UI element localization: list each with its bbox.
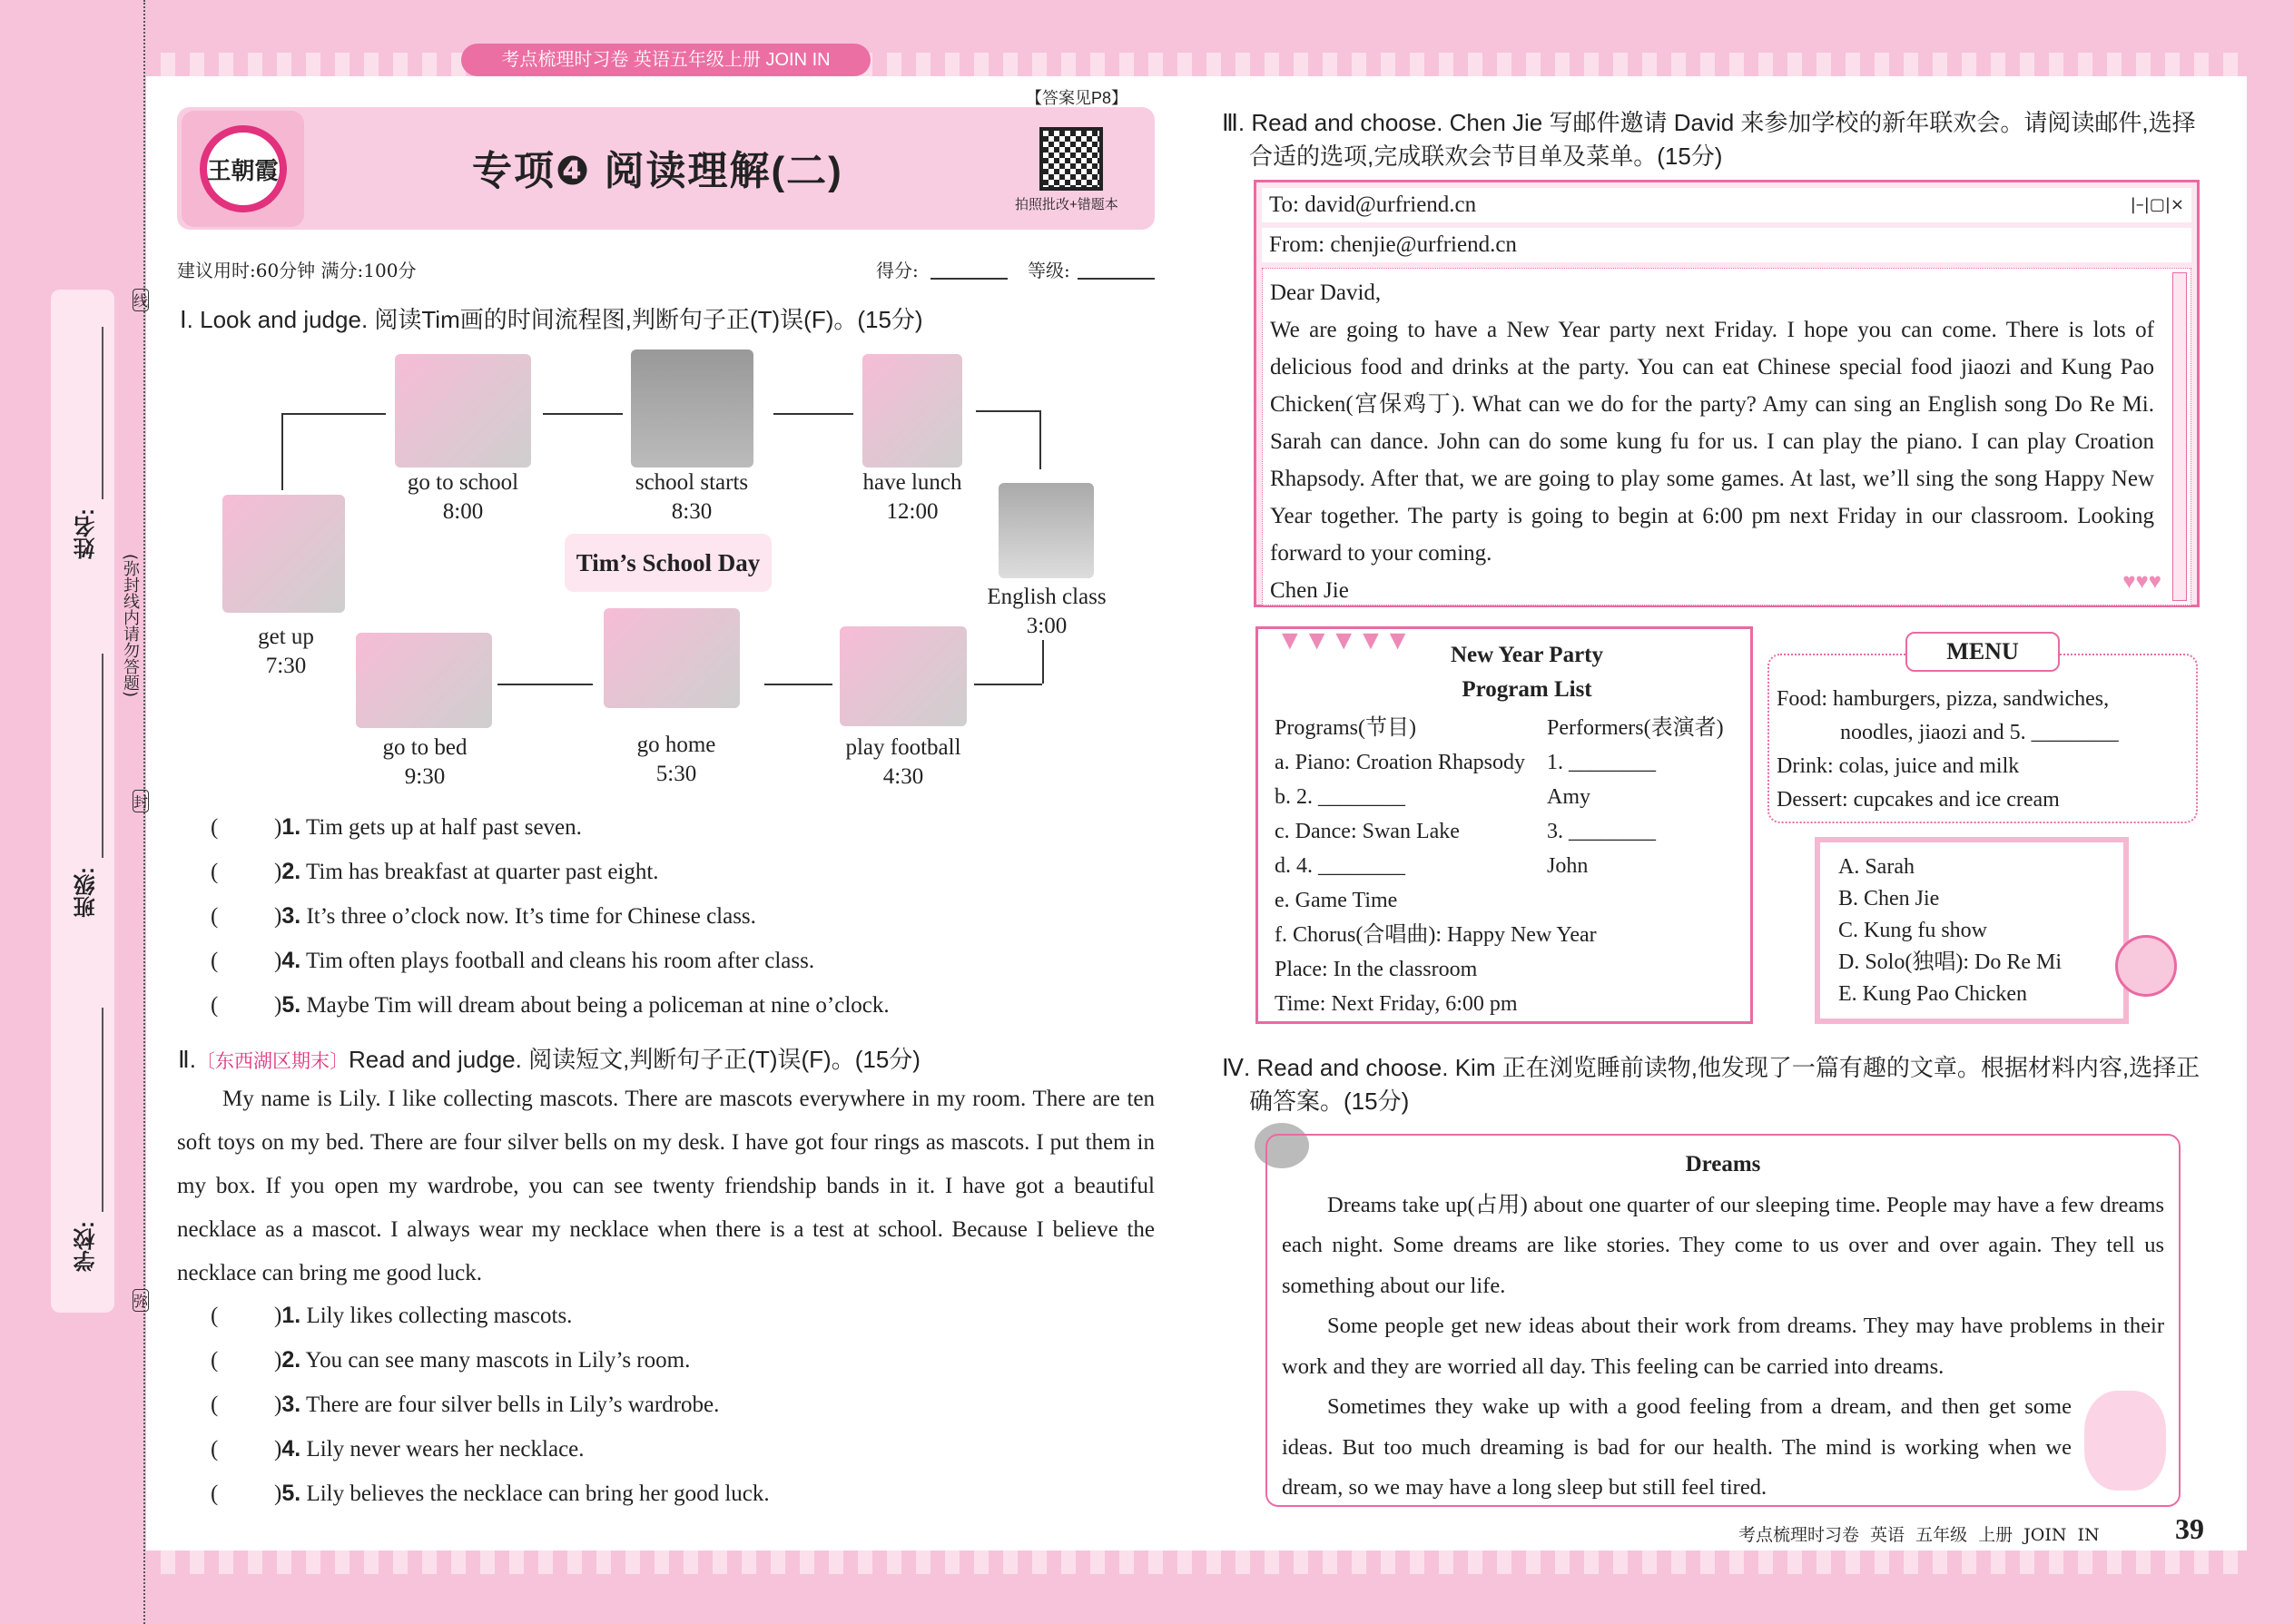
options-board xyxy=(1815,837,2129,1024)
option-c: C. Kung fu show xyxy=(1838,919,1988,942)
illustration-go-home xyxy=(604,608,740,708)
email-from-field: From: chenjie@urfriend.cn xyxy=(1262,228,2191,262)
class-label: 班级: xyxy=(74,867,99,918)
question-item[interactable]: ( )5. Lily believes the necklace can bring her good luck. xyxy=(211,1481,770,1506)
program-row: d. 4. ________ John xyxy=(1275,854,1589,878)
email-body: Dear David, We are going to have a New Year party next Friday. I hope you can come. There is lots of delicious food and drinks at the party. You can eat Chinese special food jiaozi and Kung Pao Chicken(宫保鸡丁). What can we do for the party? Amy can sing an English song Do Re Mi. Sarah can dance. John can do some kung fu for us. I can play the piano. I can play Croation Rhapsody. After that, we are going to play some games. At last, we’ll sing the song Happy New Year together. The party is going to begin at 6:00 pm next Friday in our classroom. Looking forward to your coming. Chen Jie ♥♥♥ xyxy=(1262,268,2191,605)
flow-line xyxy=(281,413,283,490)
student-info-panel xyxy=(51,290,114,1313)
seal-mark-middle: 封 xyxy=(133,790,149,812)
footer-text: 考点梳理时习卷 英语 五年级 上册 JOIN IN xyxy=(1738,1525,2100,1545)
option-b: B. Chen Jie xyxy=(1838,887,1940,910)
illustration-get-up xyxy=(222,495,345,613)
question-item[interactable]: ( )4. Lily never wears her necklace. xyxy=(211,1436,585,1462)
program-row: b. 2. ________ Amy xyxy=(1275,785,1590,809)
qr-code[interactable] xyxy=(1039,127,1103,191)
class-field[interactable] xyxy=(102,654,103,858)
step-label-go-to-school: go to school 8:00 xyxy=(407,470,519,524)
step-label-go-to-bed: go to bed 9:30 xyxy=(382,735,468,789)
illustration-school-starts xyxy=(631,349,753,468)
lily-passage: My name is Lily. I like collecting mascots. There are mascots everywhere in my room. There are ten soft toys on my bed. There are four silver bells on my desk. I have got four rings as mascots. I put them in my box. If you open my wardrobe, you can see twenty friendship bands in it. I have got a beautiful necklace as a mascot. I always wear my necklace when there is a test at school. Because I believe the necklace can bring me good luck. xyxy=(177,1087,1155,1285)
name-label: 姓名: xyxy=(74,508,99,559)
question-item[interactable]: ( )3. There are four silver bells in Lily’s wardrobe. xyxy=(211,1392,720,1417)
question-item[interactable]: ( )3. It’s three o’clock now. It’s time for Chinese class. xyxy=(211,903,756,929)
score-field[interactable] xyxy=(930,278,1008,280)
hearts-icon: ♥♥♥ xyxy=(2122,570,2161,594)
bottom-wave-border xyxy=(146,1550,2247,1574)
program-row: a. Piano: Croation Rhapsody 1. ________ xyxy=(1275,751,1656,774)
flow-arrow xyxy=(281,413,386,415)
illustration-have-lunch xyxy=(862,354,962,468)
section-2-questions xyxy=(211,1294,1164,1516)
program-time: Time: Next Friday, 6:00 pm xyxy=(1275,992,1518,1016)
grade-label: 等级: xyxy=(1028,260,1070,281)
sleeping-cat-icon xyxy=(2084,1391,2166,1491)
illustration-go-to-bed xyxy=(356,633,492,728)
flow-line xyxy=(1039,410,1041,469)
step-label-english-class: English class 3:00 xyxy=(987,585,1107,638)
step-label-play-football: play football 4:30 xyxy=(845,735,961,789)
email-to-field: To: david@urfriend.cn |–|▢|× xyxy=(1262,188,2191,222)
flow-arrow xyxy=(974,684,1042,685)
page-number: 39 xyxy=(2175,1512,2204,1545)
bunting-icon: ▼▼▼▼▼ xyxy=(1276,625,1412,655)
answer-reference: 【答案见P8】 xyxy=(1026,89,1128,107)
step-label-go-home: go home 5:30 xyxy=(636,733,716,786)
step-label-have-lunch: have lunch 12:00 xyxy=(862,470,962,524)
flow-arrow xyxy=(764,684,832,685)
name-field[interactable] xyxy=(102,327,103,499)
flow-line xyxy=(1042,640,1044,684)
qr-caption: 拍照批改+错题本 xyxy=(1015,197,1118,212)
time-score-info: 建议用时:60分钟 满分:100分 xyxy=(177,260,417,281)
email-window xyxy=(1254,180,2200,607)
series-pill: 考点梳理时习卷 英语五年级上册 JOIN IN xyxy=(461,44,871,76)
flow-arrow xyxy=(976,410,1039,412)
illustration-play-football xyxy=(840,626,967,726)
article-title: Dreams xyxy=(1685,1152,1761,1176)
brand-logo: 王朝霞 xyxy=(182,111,304,227)
step-label-school-starts: school starts 8:30 xyxy=(635,470,749,524)
seal-mark-bottom: 弥 xyxy=(133,1289,149,1312)
question-item[interactable]: ( )2. You can see many mascots in Lily’s room. xyxy=(211,1347,691,1373)
menu-card: MENU Food: hamburgers, pizza, sandwiches, noodles, jiaozi and 5. ________ Drink: colas, juice and milk Dessert: cupcakes and ice cream xyxy=(1767,654,2198,823)
program-row: e. Game Time xyxy=(1275,889,1398,912)
option-e: E. Kung Pao Chicken xyxy=(1838,982,2027,1006)
seal-mark-top: 线 xyxy=(133,289,149,311)
question-item[interactable]: ( )4. Tim often plays football and cleans his room after class. xyxy=(211,948,815,973)
page-title: 专项❹ 阅读理解(二) xyxy=(472,149,843,193)
program-list-card: ▼▼▼▼▼ New Year Party Program List Programs(节目) Performers(表演者) a. Piano: Croation Rhapsody 1. ________ b. 2. ________ Amy c. Dance: Swan Lake 3. ________ d. 4. ________ John e. Game Time f. Chorus(合唱曲): Happy New Year Place: In the classroom Time: Next Friday, 6:00 pm xyxy=(1255,626,1753,1024)
section-1-title: Ⅰ. Look and judge. 阅读Tim画的时间流程图,判断句子正(T)误(F)。(15分) xyxy=(180,306,923,333)
step-label-get-up: get up 7:30 xyxy=(258,625,314,678)
seal-notice: (弥封线内请勿答题) xyxy=(121,554,140,698)
program-place: Place: In the classroom xyxy=(1275,958,1478,981)
question-item[interactable]: ( )5. Maybe Tim will dream about being a policeman at nine o’clock. xyxy=(211,992,890,1018)
section-1-questions xyxy=(211,805,1164,1028)
source-tag: 〔东西湖区期末〕 xyxy=(196,1051,350,1072)
option-d: D. Solo(独唱): Do Re Mi xyxy=(1838,950,2062,974)
program-row: f. Chorus(合唱曲): Happy New Year xyxy=(1275,923,1597,947)
score-label: 得分: xyxy=(876,260,919,281)
illustration-english-class xyxy=(999,483,1094,578)
diagram-title: Tim’s School Day xyxy=(565,534,772,592)
window-controls[interactable]: |–|▢|× xyxy=(2130,195,2184,214)
option-a: A. Sarah xyxy=(1838,855,1915,879)
grade-field[interactable] xyxy=(1078,278,1155,280)
flow-arrow xyxy=(543,413,623,415)
email-scrollbar[interactable] xyxy=(2172,272,2187,601)
question-item[interactable]: ( )1. Lily likes collecting mascots. xyxy=(211,1303,573,1328)
question-item[interactable]: ( )2. Tim has breakfast at quarter past eight. xyxy=(211,859,659,884)
flow-arrow xyxy=(497,684,593,685)
question-item[interactable]: ( )1. Tim gets up at half past seven. xyxy=(211,814,582,840)
section-3-title: Ⅲ. Read and choose. Chen Jie 写邮件邀请 David 来参加学校的新年联欢会。请阅读邮件,选择合适的选项,完成联欢会节目单及菜单。(15分) xyxy=(1222,109,2196,170)
school-field[interactable] xyxy=(102,1008,103,1212)
section-4-title: Ⅳ. Read and choose. Kim 正在浏览睡前读物,他发现了一篇有趣的文章。根据材料内容,选择正确答案。(15分) xyxy=(1222,1054,2200,1115)
flow-arrow xyxy=(773,413,853,415)
school-label: 学校: xyxy=(74,1221,99,1272)
program-row: c. Dance: Swan Lake 3. ________ xyxy=(1275,820,1656,843)
menu-ribbon: MENU xyxy=(1905,632,2060,672)
dreams-article: Dreams Dreams take up(占用) about one quarter of our sleeping time. People may have a few dreams each night. Some dreams are like stories. They come to us over and over again. They tell us something about our life. Some people get new ideas about their work from dreams. They may have problems in their work and they are worried all day. This feeling can be carried into dreams. Sometimes they wake up with a good feeling from a dream, and then get some ideas. But too much dreaming is bad for our health. The mind is working when we dream, so we may have a long sleep but still feel tired. xyxy=(1265,1134,2181,1507)
flower-icon xyxy=(2115,935,2177,997)
illustration-go-to-school xyxy=(395,354,531,468)
section-2-title: Ⅱ.〔东西湖区期末〕Read and judge. 阅读短文,判断句子正(T)误(F)。(15分) xyxy=(178,1046,921,1073)
